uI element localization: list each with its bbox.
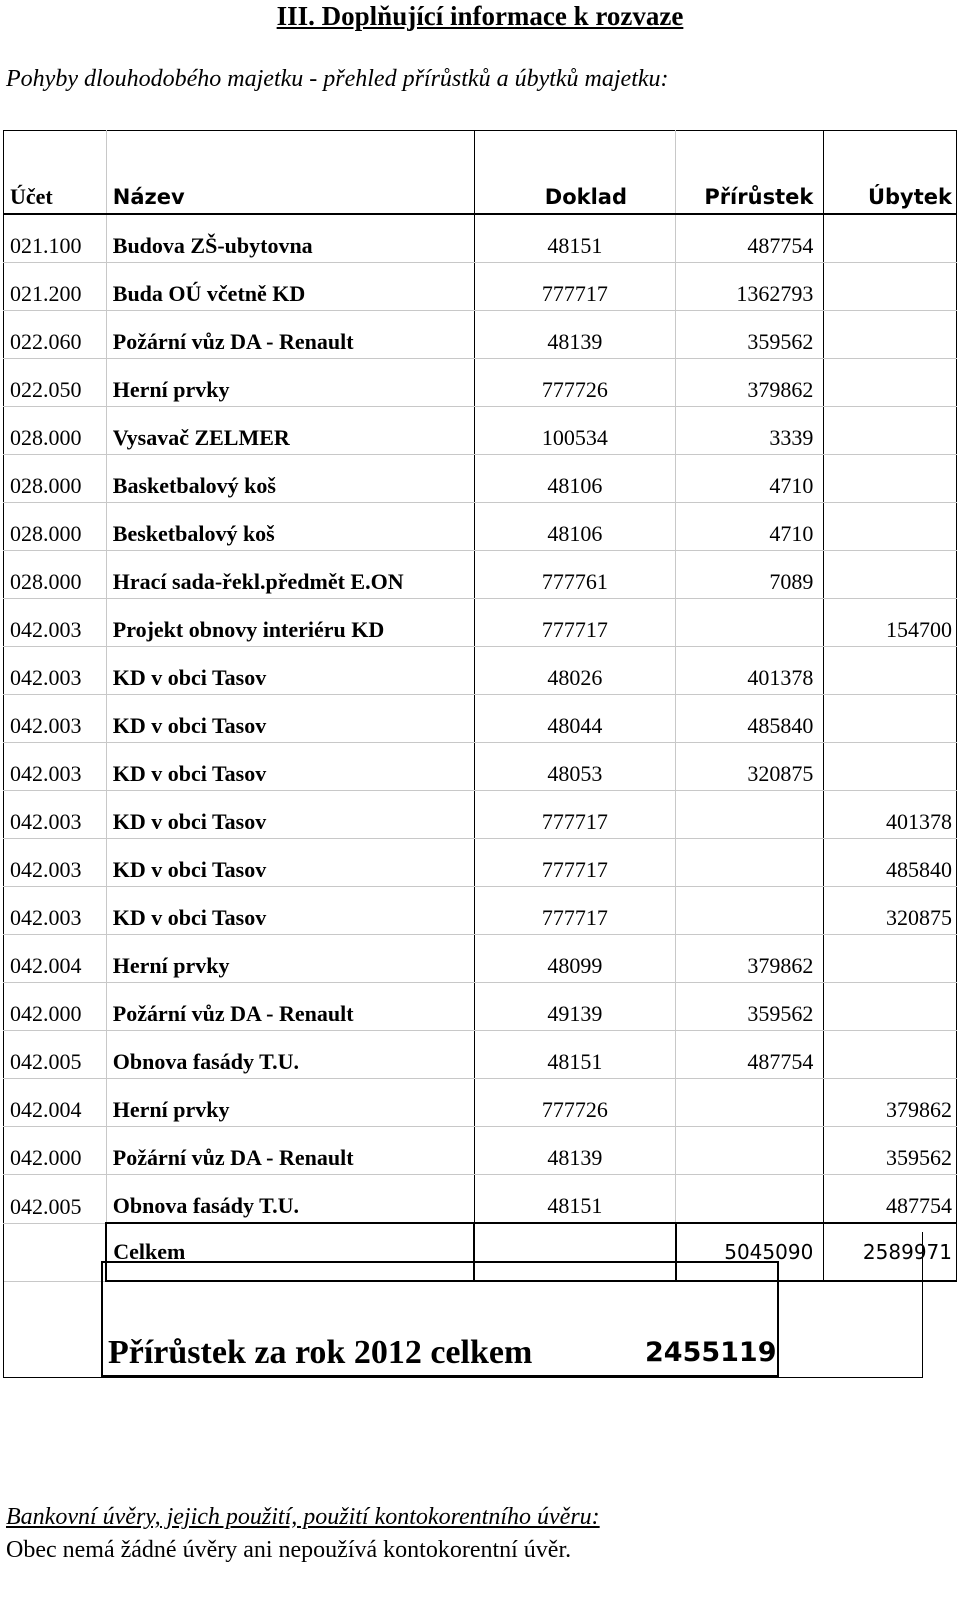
cell-doklad: 777717 [474,599,675,647]
cell-prirustek: 7089 [676,551,824,599]
cell-nazev: Besketbalový koš [106,503,474,551]
cell-ubytek: 379862 [824,1079,957,1127]
cell-nazev: KD v obci Tasov [106,647,474,695]
table-row [4,503,957,551]
cell-ucet: 042.003 [4,647,107,695]
cell-prirustek [676,1127,824,1175]
loans-heading: Bankovní úvěry, jejich použití, použití kontokorentního úvěru: [6,1504,600,1530]
table-row [4,1079,957,1127]
cell-prirustek: 4710 [676,455,824,503]
cell-ucet: 042.003 [4,695,107,743]
cell-ubytek: 487754 [824,1175,957,1224]
cell-doklad: 48106 [474,503,675,551]
cell-doklad: 48151 [474,1175,675,1224]
cell-doklad: 48139 [474,1127,675,1175]
header-doklad: Doklad [474,131,675,215]
cell-nazev: KD v obci Tasov [106,887,474,935]
page-title: III. Doplňující informace k rozvaze [276,1,684,31]
cell-ucet: 028.000 [4,407,107,455]
cell-ucet: 042.005 [4,1031,107,1079]
cell-ubytek [824,551,957,599]
cell-ubytek [824,214,957,263]
cell-prirustek: 379862 [676,359,824,407]
cell-ucet: 042.003 [4,839,107,887]
cell-ucet: 042.000 [4,1127,107,1175]
cell-prirustek: 359562 [676,311,824,359]
cell-ucet: 042.005 [4,1175,107,1224]
total-label: Celkem [106,1223,474,1281]
cell-nazev: KD v obci Tasov [106,839,474,887]
header-prirustek: Přírůstek [676,131,824,215]
cell-nazev: Herní prvky [106,359,474,407]
table-row [4,887,957,935]
header-ucet: Účet [4,131,107,215]
cell-prirustek: 320875 [676,743,824,791]
cell-ubytek [824,935,957,983]
table-row [4,455,957,503]
cell-prirustek [676,1175,824,1224]
cell-ubytek: 320875 [824,887,957,935]
loans-text: Obec nemá žádné úvěry ani nepoužívá kontokorentní úvěr. [6,1537,572,1563]
cell-nazev: Obnova fasády T.U. [106,1175,474,1224]
table-row [4,839,957,887]
cell-ucet: 042.003 [4,887,107,935]
cell-ubytek [824,455,957,503]
cell-doklad: 777726 [474,1079,675,1127]
cell-ubytek: 485840 [824,839,957,887]
cell-doklad: 100534 [474,407,675,455]
cell-ucet: 028.000 [4,455,107,503]
cell-prirustek [676,887,824,935]
cell-ubytek [824,503,957,551]
table-row [4,647,957,695]
table-row [4,983,957,1031]
total-prirustek: 5045090 [676,1223,824,1281]
cell-ubytek [824,743,957,791]
cell-prirustek: 401378 [676,647,824,695]
cell-ubytek: 154700 [824,599,957,647]
cell-nazev: Basketbalový koš [106,455,474,503]
cell-doklad: 48139 [474,311,675,359]
cell-ubytek: 359562 [824,1127,957,1175]
cell-nazev: Požární vůz DA - Renault [106,983,474,1031]
cell-doklad: 777717 [474,887,675,935]
cell-ucet: 042.003 [4,743,107,791]
asset-movements-table [3,130,957,1282]
cell-ubytek [824,407,957,455]
cell-doklad: 49139 [474,983,675,1031]
cell-doklad: 48044 [474,695,675,743]
cell-nazev: KD v obci Tasov [106,743,474,791]
cell-doklad: 777717 [474,839,675,887]
cell-prirustek: 487754 [676,1031,824,1079]
header-ubytek: Úbytek [824,131,957,215]
table-row [4,695,957,743]
table-row [4,599,957,647]
table-row [4,551,957,599]
cell-ucet: 022.060 [4,311,107,359]
cell-ucet: 042.004 [4,935,107,983]
cell-doklad: 48053 [474,743,675,791]
cell-prirustek: 3339 [676,407,824,455]
cell-nazev: Projekt obnovy interiéru KD [106,599,474,647]
cell-prirustek: 1362793 [676,263,824,311]
cell-ucet: 022.050 [4,359,107,407]
cell-ucet: 042.003 [4,599,107,647]
cell-ucet: 042.000 [4,983,107,1031]
cell-doklad: 48026 [474,647,675,695]
table-row [4,935,957,983]
cell-nazev: Vysavač ZELMER [106,407,474,455]
cell-ubytek [824,647,957,695]
cell-doklad: 777726 [474,359,675,407]
table-row [4,214,957,263]
cell-nazev: Obnova fasády T.U. [106,1031,474,1079]
cell-ubytek: 401378 [824,791,957,839]
table-row [4,791,957,839]
cell-ucet: 021.200 [4,263,107,311]
table-row [4,263,957,311]
table-row [4,359,957,407]
cell-ubytek [824,1031,957,1079]
cell-ubytek [824,359,957,407]
cell-prirustek: 379862 [676,935,824,983]
cell-nazev: Požární vůz DA - Renault [106,311,474,359]
table-header-row [4,131,957,215]
cell-doklad: 48151 [474,1031,675,1079]
cell-nazev: KD v obci Tasov [106,695,474,743]
cell-nazev: Herní prvky [106,1079,474,1127]
cell-doklad: 48151 [474,214,675,263]
cell-nazev: Hrací sada-řekl.předmět E.ON [106,551,474,599]
header-nazev: Název [106,131,474,215]
cell-doklad: 48099 [474,935,675,983]
section-subtitle: Pohyby dlouhodobého majetku - přehled přírůstků a úbytků majetku: [6,66,669,92]
cell-ubytek [824,983,957,1031]
cell-doklad: 48106 [474,455,675,503]
cell-prirustek: 4710 [676,503,824,551]
cell-prirustek: 485840 [676,695,824,743]
cell-prirustek: 359562 [676,983,824,1031]
cell-doklad: 777761 [474,551,675,599]
cell-nazev: Buda OÚ včetně KD [106,263,474,311]
cell-ucet: 042.003 [4,791,107,839]
table-row [4,407,957,455]
table-row [4,1031,957,1079]
table-row [4,743,957,791]
cell-prirustek [676,791,824,839]
summary-label: Přírůstek za rok 2012 celkem [108,1334,533,1371]
cell-nazev: Požární vůz DA - Renault [106,1127,474,1175]
cell-nazev: Herní prvky [106,935,474,983]
cell-ubytek [824,263,957,311]
table-row [4,1175,957,1224]
cell-prirustek [676,1079,824,1127]
cell-ucet: 028.000 [4,503,107,551]
cell-doklad: 777717 [474,263,675,311]
summary-value: 2455119 [645,1337,777,1368]
cell-doklad: 777717 [474,791,675,839]
table-row [4,311,957,359]
cell-ubytek [824,695,957,743]
cell-nazev: Budova ZŠ-ubytovna [106,214,474,263]
cell-prirustek: 487754 [676,214,824,263]
cell-prirustek [676,599,824,647]
table-row [4,1127,957,1175]
cell-nazev: KD v obci Tasov [106,791,474,839]
cell-ucet: 028.000 [4,551,107,599]
cell-ucet: 021.100 [4,214,107,263]
cell-prirustek [676,839,824,887]
total-ubytek: 2589971 [824,1223,957,1281]
cell-ubytek [824,311,957,359]
cell-ucet: 042.004 [4,1079,107,1127]
